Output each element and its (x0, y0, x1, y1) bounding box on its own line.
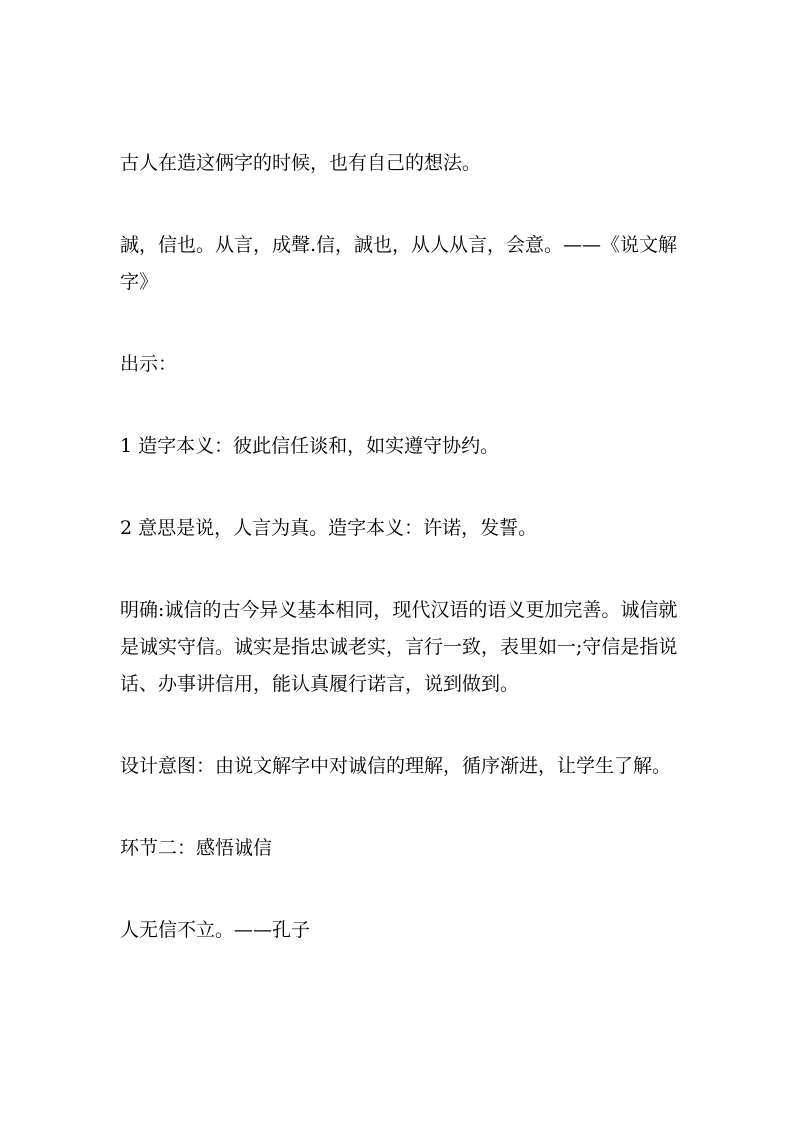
paragraph-design-intent: 设计意图：由说文解字中对诚信的理解，循序渐进，让学生了解。 (120, 755, 672, 777)
paragraph-intro: 古人在造这俩字的时候，也有自己的想法。 (120, 152, 482, 174)
paragraph-shuowen-quote: 誠，信也。从言，成聲.信，誠也，从人从言，会意。——《说文解字》 (120, 234, 678, 293)
paragraph-item-1: 1 造字本义：彼此信任谈和，如实遵守协约。 (120, 435, 500, 457)
paragraph-confucius-quote: 人无信不立。——孔子 (120, 919, 311, 941)
paragraph-clarification: 明确:诚信的古今异义基本相同，现代汉语的语义更加完善。诚信就是诚实守信。诚实是指忠诚老实，言行一致，表里如一;守信是指说话、办事讲信用，能认真履行诺言，说到做到。 (120, 599, 678, 695)
section-heading-2: 环节二：感悟诚信 (120, 837, 273, 859)
paragraph-show-label: 出示： (120, 353, 178, 375)
document-body (120, 145, 685, 994)
paragraph-item-2: 2 意思是说，人言为真。造字本义：许诺，发誓。 (120, 517, 538, 539)
